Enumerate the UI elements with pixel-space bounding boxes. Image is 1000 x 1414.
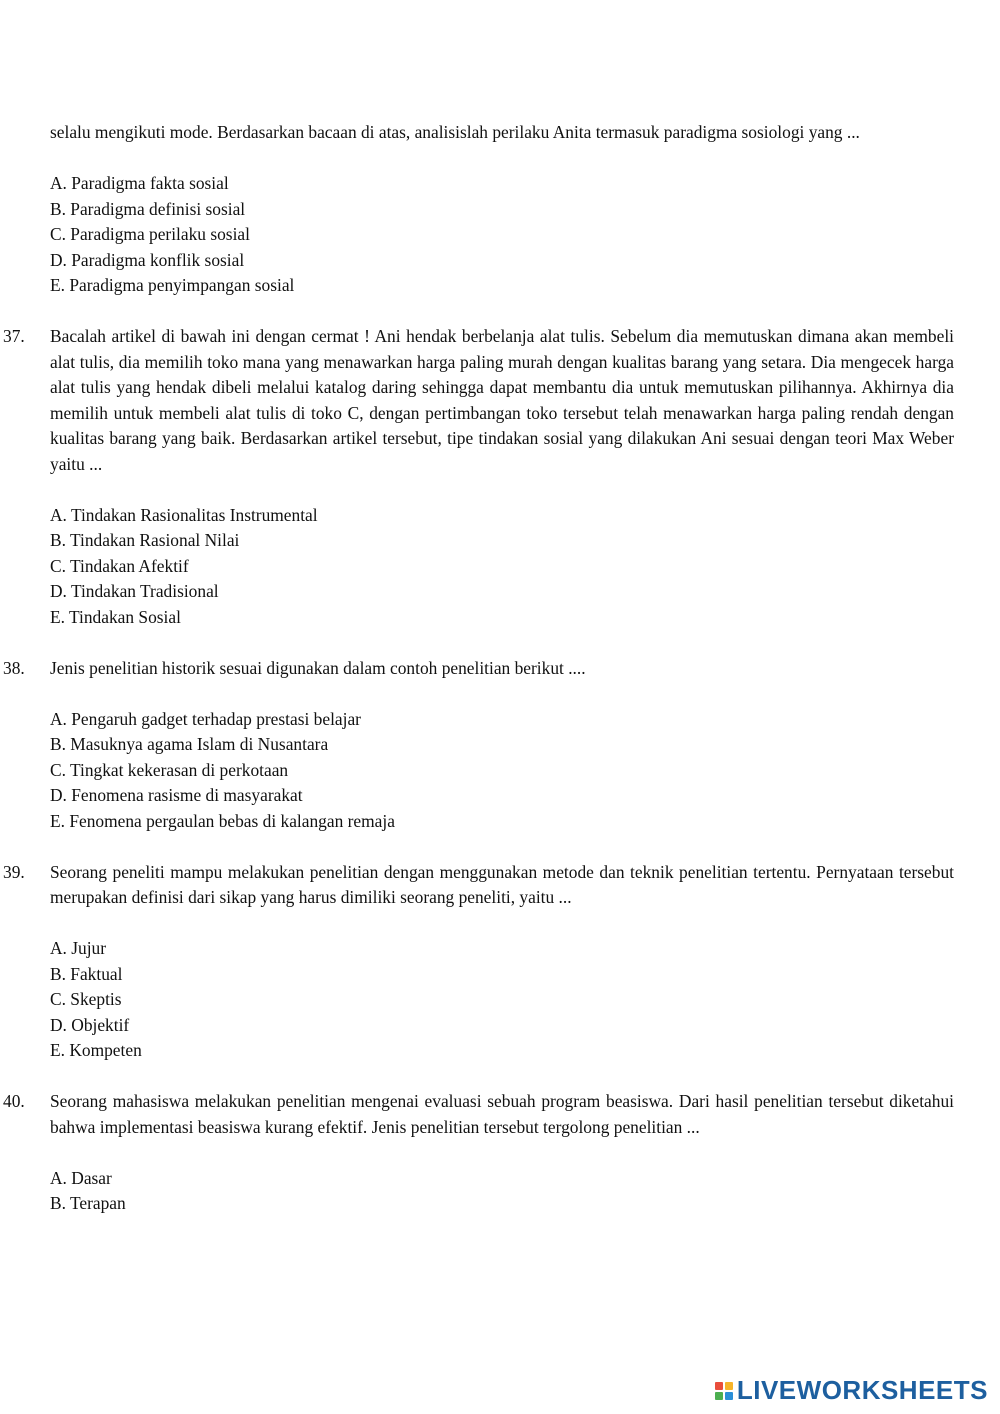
option-d[interactable]: D. Paradigma konflik sosial (50, 249, 245, 270)
question-text: Seorang peneliti mampu melakukan penelitian dengan menggunakan metode dan teknik penelitian tertentu. Pernyataan tersebut merupakan definisi dari sikap yang harus dimiliki seorang peneliti, yaitu ... (50, 861, 954, 907)
question-text: Seorang mahasiswa melakukan penelitian mengenai evaluasi sebuah program beasiswa. Dari hasil penelitian tersebut diketahui bahwa implementasi beasiswa kurang efektif. Jenis penelitian tersebut tergolong penelitian ... (50, 1091, 954, 1137)
question-text: Jenis penelitian historik sesuai digunakan dalam contoh penelitian berikut .... (50, 657, 586, 678)
option-c[interactable]: C. Paradigma perilaku sosial (50, 224, 250, 244)
option-b[interactable]: B. Paradigma definisi sosial (50, 198, 246, 219)
worksheet-content (3, 120, 954, 1242)
option-a[interactable]: A. Jujur (50, 938, 107, 958)
question-text: selalu mengikuti mode. Berdasarkan bacaan di atas, analisislah perilaku Anita termasuk paradigma sosiologi yang ... (50, 122, 860, 142)
question-39 (3, 860, 954, 1064)
options-list (50, 171, 954, 299)
option-a[interactable]: A. Pengaruh gadget terhadap prestasi belajar (50, 708, 361, 729)
option-e[interactable]: E. Tindakan Sosial (50, 606, 181, 627)
option-c[interactable]: C. Tindakan Afektif (50, 555, 189, 576)
option-c[interactable]: C. Skeptis (50, 989, 122, 1009)
liveworksheets-logo (715, 1375, 988, 1406)
question-number: 39. (3, 861, 25, 882)
question-36-continuation (50, 120, 954, 299)
logo-square-red (715, 1382, 723, 1390)
option-c[interactable]: C. Tingkat kekerasan di perkotaan (50, 759, 289, 780)
question-number: 40. (3, 1091, 25, 1111)
option-b[interactable]: B. Terapan (50, 1193, 126, 1213)
option-d[interactable]: D. Tindakan Tradisional (50, 581, 219, 601)
option-e[interactable]: E. Fenomena pergaulan bebas di kalangan remaja (50, 810, 395, 831)
question-number: 38. (3, 657, 25, 678)
option-e[interactable]: E. Paradigma penyimpangan sosial (50, 275, 295, 295)
option-d[interactable]: D. Objektif (50, 1014, 130, 1035)
question-37 (3, 324, 954, 630)
options-list (50, 707, 954, 835)
options-list (50, 1166, 954, 1217)
option-a[interactable]: A. Paradigma fakta sosial (50, 173, 229, 193)
option-a[interactable]: A. Dasar (50, 1167, 112, 1188)
logo-square-yellow (725, 1382, 733, 1390)
question-40 (3, 1089, 954, 1217)
logo-square-green (715, 1392, 723, 1400)
options-list (50, 936, 954, 1064)
option-e[interactable]: E. Kompeten (50, 1040, 142, 1060)
option-b[interactable]: B. Tindakan Rasional Nilai (50, 530, 240, 550)
options-list (50, 503, 954, 631)
liveworksheets-logo-icon (715, 1382, 733, 1400)
logo-text: LIVEWORKSHEETS (736, 1375, 988, 1405)
option-a[interactable]: A. Tindakan Rasionalitas Instrumental (50, 504, 318, 525)
option-d[interactable]: D. Fenomena rasisme di masyarakat (50, 785, 303, 805)
question-number: 37. (3, 326, 25, 346)
option-b[interactable]: B. Masuknya agama Islam di Nusantara (50, 734, 329, 754)
option-b[interactable]: B. Faktual (50, 963, 123, 984)
question-38 (3, 656, 954, 835)
logo-square-blue (725, 1392, 733, 1400)
question-text: Bacalah artikel di bawah ini dengan cermat ! Ani hendak berbelanja alat tulis. Sebelum dia memutuskan dimana akan membeli alat tulis, dia memilih toko mana yang menawarkan harga paling murah dengan kualitas barang yang setara. Dia mengecek harga alat tulis yang hendak dibeli melalui katalog daring sehingga dapat membantu dia untuk memutuskan pilihannya. Akhirnya dia memilih untuk membeli alat tulis di toko C, dengan pertimbangan toko tersebut telah menawarkan harga paling rendah dengan kualitas barang yang baik. Berdasarkan artikel tersebut, tipe tindakan sosial yang dilakukan Ani sesuai dengan teori Max Weber yaitu ... (50, 326, 954, 474)
